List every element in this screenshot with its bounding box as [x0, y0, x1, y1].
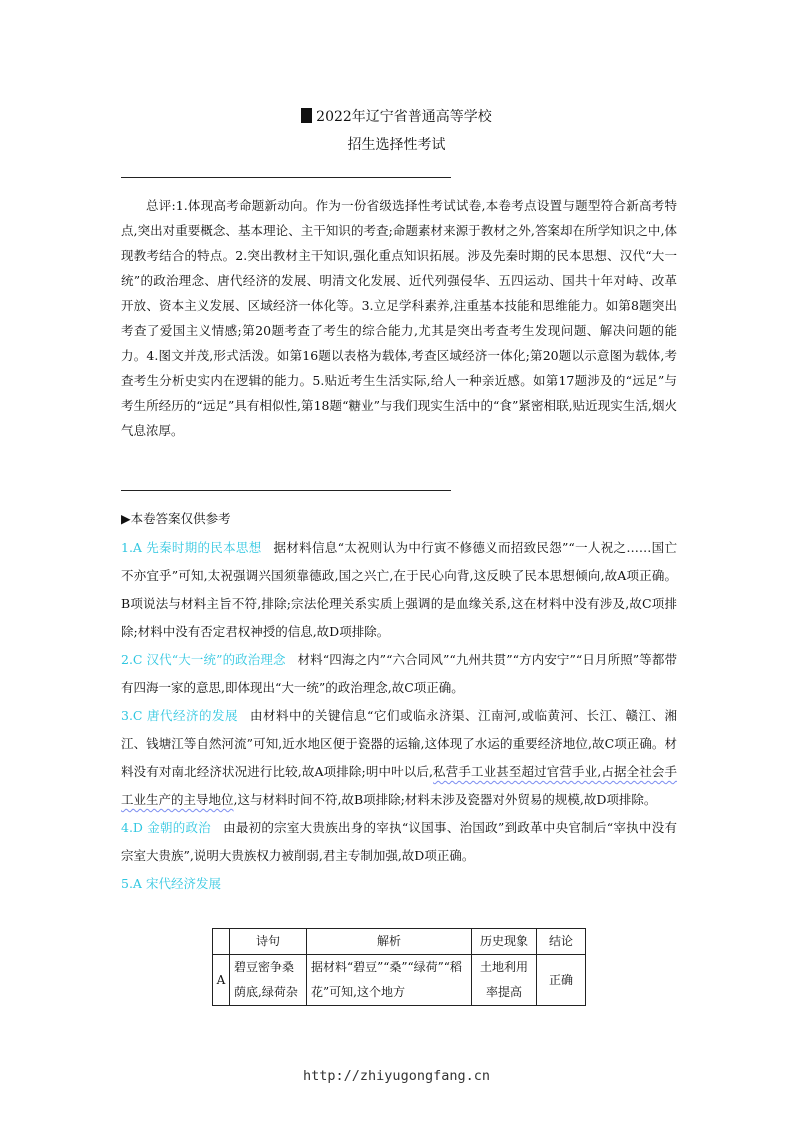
page-subtitle: 招生选择性考试	[347, 137, 446, 153]
answer-topic: 金朝的政治	[147, 820, 212, 835]
answer-topic: 唐代经济的发展	[146, 708, 239, 723]
title-block	[0, 106, 793, 156]
wavy-underlined-text: 私营手工业甚至超过官营手业,占据全社会手工业生产的主导地位	[121, 764, 677, 807]
answer-number: 3.C	[121, 708, 143, 723]
answer-topic: 汉代“大一统”的政治理念	[146, 652, 286, 667]
answer-text: 由材料中的关键信息“它们或临永济渠、江南河,或临黄河、长江、赣江、湘江、钱塘江等自然河流”可知,近水地区便于瓷器的运输,这体现了水运的重要经济地位,故C项正确。材料没有对南北经济状况进行比较,故A项排除;明中叶以后,	[121, 708, 677, 779]
table-header-cell: 解析	[307, 929, 472, 955]
footer-url: http://zhiyugongfang.cn	[303, 1068, 490, 1084]
table-header-cell	[213, 929, 230, 955]
title-line-1: 2022年辽宁省普通高等学校	[316, 109, 492, 125]
answer-list	[121, 534, 677, 898]
table-header-cell: 结论	[537, 929, 586, 955]
table-cell-analysis: 据材料“碧豆”“桑”“绿荷”“稻花”可知,这个地方	[307, 955, 472, 1006]
table-cell-conclusion: 正确	[537, 955, 586, 1006]
summary-paragraph: 总评:1.体现高考命题新动向。作为一份省级选择性考试试卷,本卷考点设置与题型符合新高考特点,突出对重要概念、基本理论、主干知识的考查;命题素材来源于教材之外,答案却在所学知识之中,体现教考结合的特点。2.突出教材主干知识,强化重点知识拓展。涉及先秦时期的民本思想、汉代“大一统”的政治理念、唐代经济的发展、明清文化发展、近代列强侵华、五四运动、国共十年对峙、改革开放、资本主义发展、区域经济一体化等。3.立足学科素养,注重基本技能和思维能力。如第8题突出考查了爱国主义情感;第20题考查了考生的综合能力,尤其是突出考查考生发现问题、解决问题的能力。4.图文并茂,形式活泼。如第16题以表格为载体,考查区域经济一体化;第20题以示意图为载体,考查考生分析史实内在逻辑的能力。5.贴近考生生活实际,给人一种亲近感。如第17题涉及的“远足”与考生所经历的“远足”具有相似性,第18题“糖业”与我们现实生活中的“食”紧密相联,贴近现实生活,烟火气息浓厚。	[121, 198, 677, 438]
answer-item	[121, 646, 677, 702]
table-row	[213, 955, 586, 1006]
answer-item	[121, 814, 677, 870]
table-cell-poem: 碧豆密争桑荫底,绿荷杂	[230, 955, 307, 1006]
answer-number: 1.A	[121, 540, 142, 555]
answer-number: 5.A	[121, 876, 142, 891]
answer-topic: 先秦时期的民本思想	[146, 540, 262, 555]
answer-text: 由最初的宗室大贵族出身的宰执“议国事、治国政”到政革中央官制后“宰执中没有宗室大贵族”,说明大贵族权力被削弱,君主专制加强,故D项正确。	[121, 820, 677, 863]
table-header-cell: 历史现象	[472, 929, 537, 955]
answer-topic: 宋代经济发展	[145, 876, 221, 891]
black-square-icon	[301, 108, 312, 123]
answer-item	[121, 702, 677, 814]
reference-note: ▶本卷答案仅供参考	[121, 511, 231, 526]
table-header-row	[213, 929, 586, 955]
answer-number: 4.D	[121, 820, 143, 835]
answer-item	[121, 870, 677, 898]
table-cell-option: A	[213, 955, 230, 1006]
analysis-table	[212, 928, 586, 1006]
divider-bottom	[121, 490, 451, 491]
page-title	[0, 106, 793, 128]
answer-text: 据材料信息“太祝则认为中行寅不修德义而招致民怨”“一人祝之……国亡不亦宜乎”可知,太祝强调兴国须靠德政,国之兴亡,在于民心向背,这反映了民本思想倾向,故A项正确。B项说法与材料主旨不符,排除;宗法伦理关系实质上强调的是血缘关系,这在材料中没有涉及,故C项排除;材料中没有否定君权神授的信息,故D项排除。	[121, 540, 677, 639]
table-cell-phenomenon: 土地利用率提高	[472, 955, 537, 1006]
answer-item	[121, 534, 677, 646]
answer-text-after: ,这与材料时间不符,故B项排除;材料未涉及瓷器对外贸易的规模,故D项排除。	[233, 792, 657, 807]
table-header-cell: 诗句	[230, 929, 307, 955]
answer-number: 2.C	[121, 652, 143, 667]
divider-top	[121, 177, 451, 178]
answer-text: 材料“四海之内”“六合同风”“九州共贯”“方内安宁”“日月所照”等都带有四海一家的意思,即体现出“大一统”的政治理念,故C项正确。	[121, 652, 678, 695]
